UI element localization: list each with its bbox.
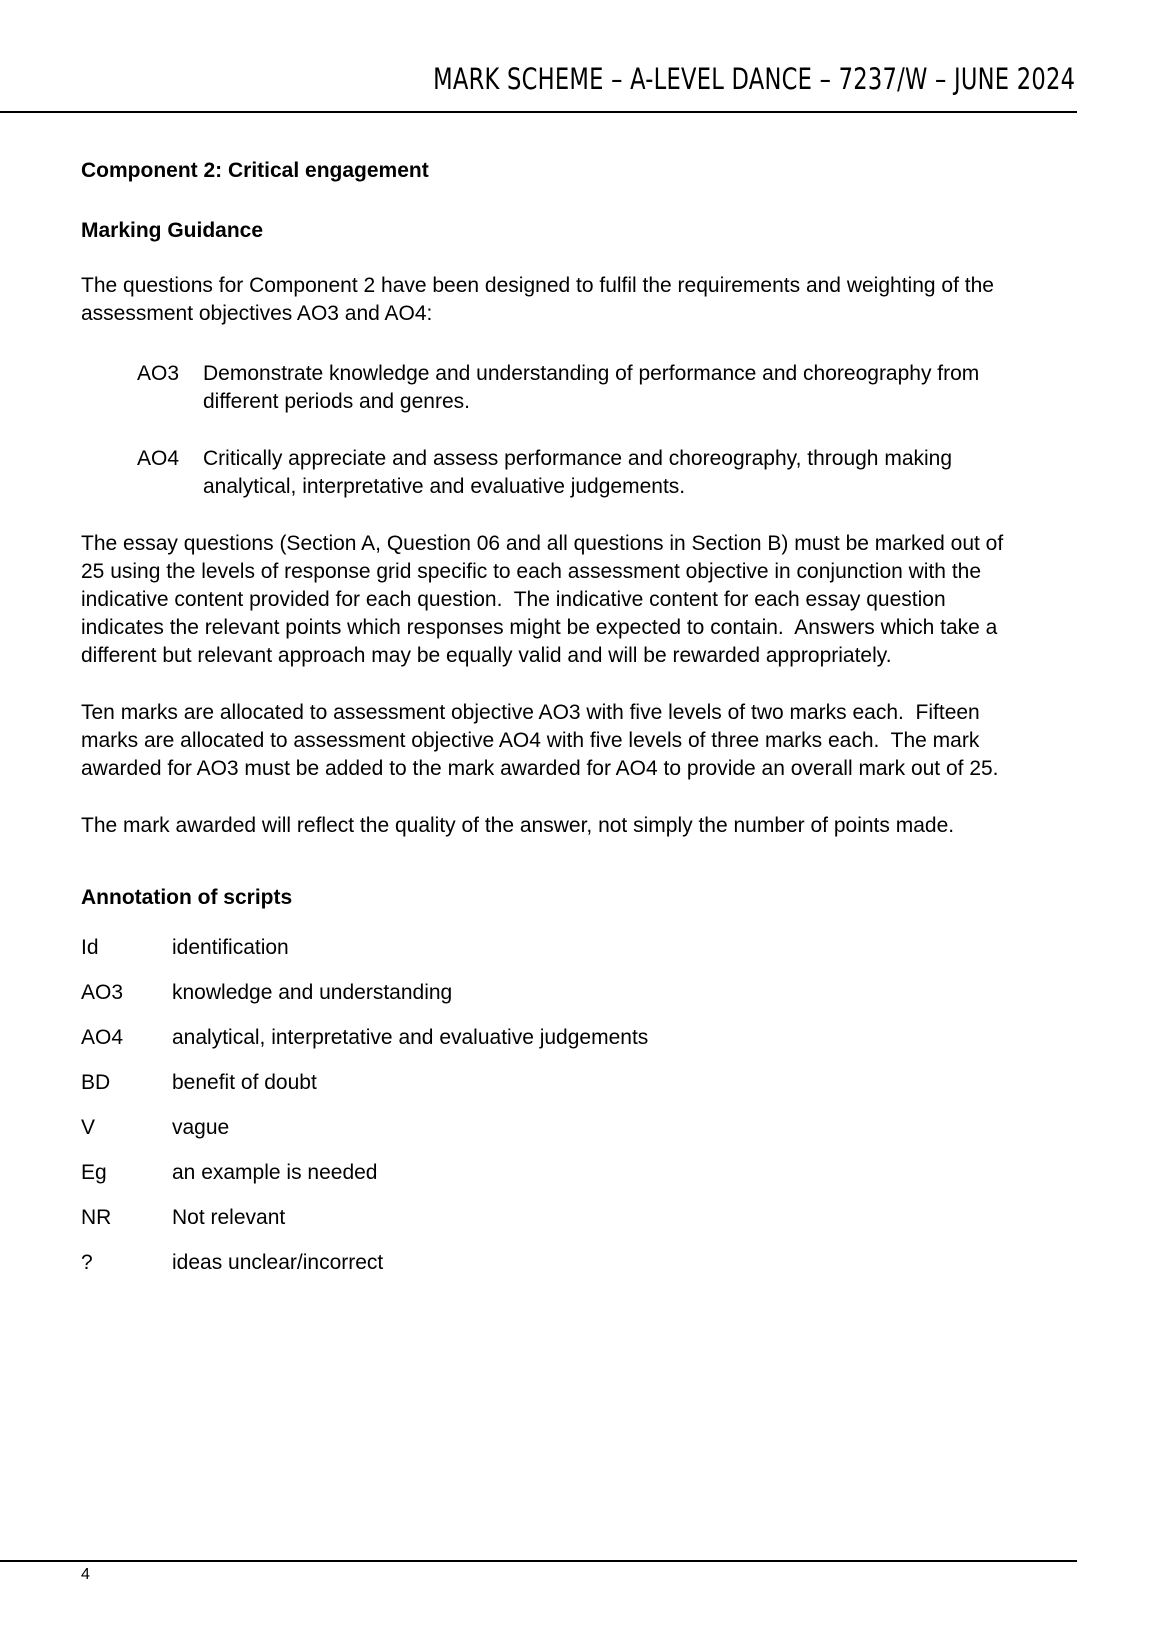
- annotation-row-ao4: [81, 1024, 648, 1052]
- annotation-code: V: [81, 1116, 96, 1139]
- annotation-meaning: vague: [172, 1116, 230, 1139]
- header-rule: [0, 111, 1077, 113]
- annotation-row-question: [81, 1249, 648, 1277]
- page-number: 4: [81, 1566, 90, 1583]
- annotation-meaning: ideas unclear/incorrect: [172, 1251, 384, 1274]
- annotation-row-bd: [81, 1069, 648, 1097]
- annotation-meaning: benefit of doubt: [172, 1071, 317, 1094]
- annotation-row-eg: [81, 1159, 648, 1187]
- essay-questions-paragraph: The essay questions (Section A, Question 06 and all questions in Section B) must be marked out of 25 using the levels of response grid specific to each assessment objective in conjunction with the indicative content provided for each question. The indicative content for each essay question indicates the relevant points which responses might be expected to contain. Answers which take a different but relevant approach may be equally valid and will be rewarded appropriately.: [81, 532, 1010, 667]
- annotation-row-nr: [81, 1204, 648, 1232]
- objective-label-ao3: AO3: [137, 362, 180, 385]
- annotation-meaning: identification: [172, 936, 289, 959]
- annotation-meaning: Not relevant: [172, 1206, 286, 1229]
- annotation-heading: Annotation of scripts: [81, 886, 293, 909]
- footer-rule: [0, 1560, 1077, 1562]
- annotation-code: Eg: [81, 1161, 107, 1184]
- annotation-code: NR: [81, 1206, 112, 1229]
- annotation-list: [81, 934, 648, 1277]
- objective-text-ao4: Critically appreciate and assess performance and choreography, through making analytical, interpretative and evaluative judgements.: [203, 447, 958, 498]
- annotation-meaning: knowledge and understanding: [172, 981, 453, 1004]
- objective-text-ao3: Demonstrate knowledge and understanding of performance and choreography from different periods and genres.: [203, 362, 986, 413]
- annotation-row-ao3: [81, 979, 648, 1007]
- objective-row-ao4: [137, 445, 1027, 501]
- marking-guidance-heading: Marking Guidance: [81, 219, 264, 242]
- mark-quality-paragraph: The mark awarded will reflect the quality of the answer, not simply the number of points made.: [81, 814, 955, 837]
- annotation-row-id: [81, 934, 648, 962]
- annotation-row-v: [81, 1114, 648, 1142]
- annotation-code: Id: [81, 936, 99, 959]
- objective-label-ao4: AO4: [137, 447, 180, 470]
- component-heading: Component 2: Critical engagement: [81, 159, 429, 182]
- objective-row-ao3: [137, 360, 1027, 416]
- annotation-code: BD: [81, 1071, 111, 1094]
- annotation-code: AO4: [81, 1026, 124, 1049]
- annotation-code: AO3: [81, 981, 124, 1004]
- marks-allocation-paragraph: Ten marks are allocated to assessment objective AO3 with five levels of two marks each. Fifteen marks are allocated to assessment objective AO4 with five levels of three marks each. The mark awarded for AO3 must be added to the mark awarded for AO4 to provide an overall mark out of 25.: [81, 701, 999, 780]
- annotation-code: ?: [81, 1251, 93, 1274]
- page-header-title: MARK SCHEME – A-LEVEL DANCE – 7237/W – JUNE 2024: [432, 62, 1075, 96]
- annotation-meaning: an example is needed: [172, 1161, 378, 1184]
- annotation-meaning: analytical, interpretative and evaluative judgements: [172, 1026, 649, 1049]
- intro-paragraph: The questions for Component 2 have been designed to fulfil the requirements and weighting of the assessment objectives AO3 and AO4:: [81, 274, 1000, 325]
